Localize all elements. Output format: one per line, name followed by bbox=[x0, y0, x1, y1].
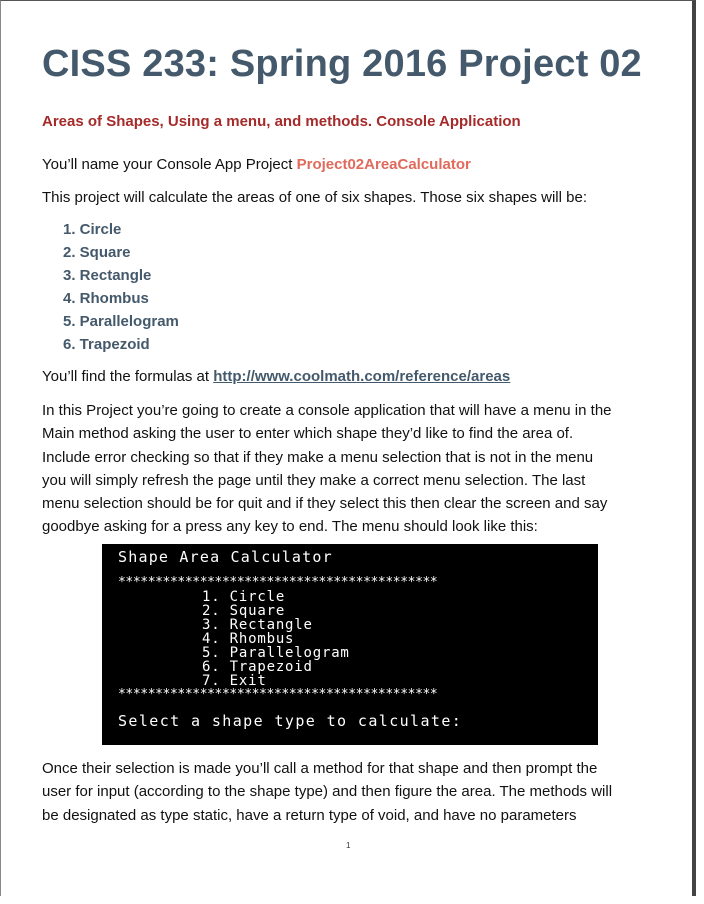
paragraph-line: menu selection should be for quit and if they select this then clear the screen and say bbox=[42, 495, 608, 513]
list-item: 1. Circle bbox=[63, 221, 122, 238]
paragraph-line: In this Project you’re going to create a console application that will have a menu in the bbox=[42, 402, 612, 419]
console-title: Shape Area Calculator bbox=[118, 548, 333, 566]
paragraph-line: you will simply refresh the page until they make a correct menu selection. The last bbox=[42, 471, 586, 489]
console-menu-item: 7. Exit bbox=[202, 673, 267, 689]
list-item: 3. Rectangle bbox=[63, 267, 152, 284]
paragraph-line: user for input (according to the shape type) and then figure the area. The methods will bbox=[42, 783, 613, 801]
paragraph-line: Include error checking so that if they make a menu selection that is not in the menu bbox=[42, 448, 594, 466]
list-item: 4. Rhombus bbox=[63, 290, 149, 307]
project-name-paragraph bbox=[42, 154, 471, 176]
console-prompt: Select a shape type to calculate: bbox=[118, 712, 463, 730]
console-menu-item: 1. Circle bbox=[202, 589, 286, 605]
console-stars-bottom: ******************************************* bbox=[118, 687, 438, 702]
console-screenshot bbox=[102, 544, 598, 745]
page-subtitle: Areas of Shapes, Using a menu, and methods. Console Application bbox=[42, 113, 521, 130]
console-menu-item: 3. Rectangle bbox=[202, 617, 313, 633]
instructions-paragraph bbox=[42, 399, 662, 539]
console-menu-item: 4. Rhombus bbox=[202, 631, 295, 647]
console-menu-item: 2. Square bbox=[202, 603, 286, 619]
shapes-list bbox=[63, 218, 179, 356]
page-title: CISS 233: Spring 2016 Project 02 bbox=[42, 43, 642, 85]
list-item: 2. Square bbox=[63, 244, 131, 261]
paragraph-line: goodbye asking for a press any key to end. The menu should look like this: bbox=[42, 518, 538, 536]
formula-link[interactable]: http://www.coolmath.com/reference/areas bbox=[213, 368, 511, 385]
console-stars-top: ******************************************* bbox=[118, 575, 438, 590]
list-item: 5. Parallelogram bbox=[63, 313, 179, 330]
project-name: Project02AreaCalculator bbox=[296, 156, 471, 173]
paragraph-line: Once their selection is made you’ll call a method for that shape and then prompt the bbox=[42, 760, 598, 777]
methods-paragraph bbox=[42, 757, 662, 827]
page-number: 1 bbox=[346, 841, 351, 850]
project-name-prefix: You’ll name your Console App Project bbox=[42, 156, 297, 173]
formula-prefix: You’ll find the formulas at bbox=[42, 368, 214, 385]
paragraph-line: be designated as type static, have a return type of void, and have no parameters bbox=[42, 806, 577, 824]
console-menu-item: 5. Parallelogram bbox=[202, 645, 350, 661]
intro-paragraph: This project will calculate the areas of one of six shapes. Those six shapes will be: bbox=[42, 189, 587, 206]
paragraph-line: Main method asking the user to enter which shape they’d like to find the area of. bbox=[42, 425, 574, 443]
list-item: 6. Trapezoid bbox=[63, 336, 150, 353]
formula-paragraph bbox=[42, 366, 510, 388]
console-menu-item: 6. Trapezoid bbox=[202, 659, 313, 675]
